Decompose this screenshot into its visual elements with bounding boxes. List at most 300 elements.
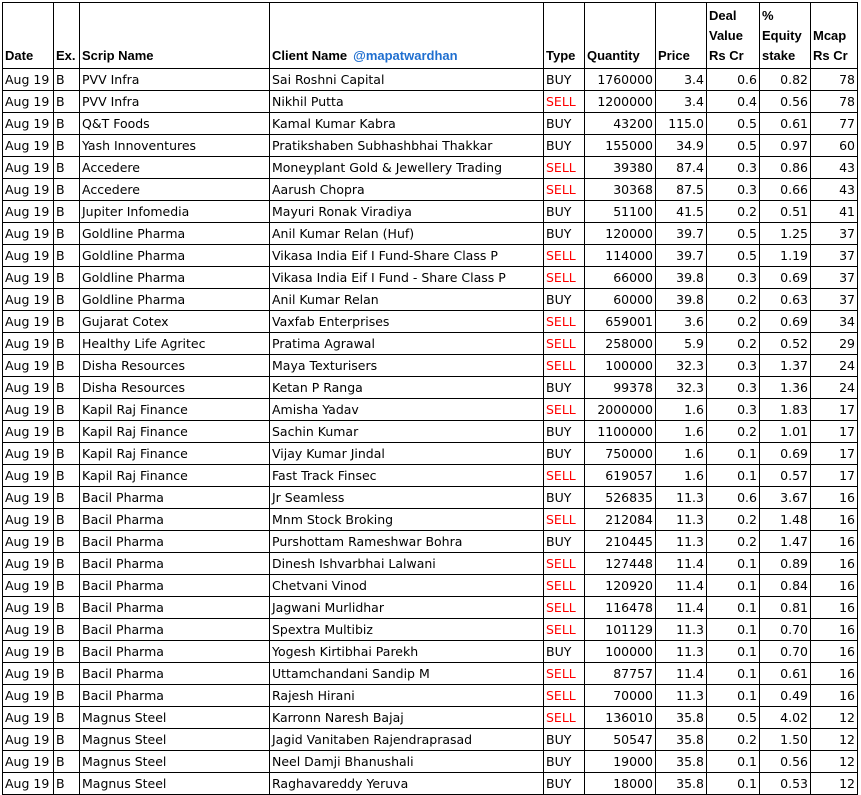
cell-date: Aug 19	[3, 619, 54, 641]
table-row	[3, 311, 858, 333]
cell-mcap: 37	[811, 245, 858, 267]
cell-client-name: Rajesh Hirani	[270, 685, 544, 707]
cell-date: Aug 19	[3, 597, 54, 619]
cell-quantity: 155000	[585, 135, 656, 157]
cell-client-name: Nikhil Putta	[270, 91, 544, 113]
cell-price: 39.7	[656, 245, 707, 267]
cell-exchange: B	[54, 377, 80, 399]
cell-price: 35.8	[656, 773, 707, 795]
cell-client-name: Uttamchandani Sandip M	[270, 663, 544, 685]
cell-quantity: 116478	[585, 597, 656, 619]
header-deal-value: Deal Value Rs Cr	[707, 3, 760, 69]
cell-deal-value: 0.2	[707, 289, 760, 311]
cell-mcap: 16	[811, 597, 858, 619]
cell-price: 35.8	[656, 707, 707, 729]
cell-mcap: 78	[811, 69, 858, 91]
cell-quantity: 212084	[585, 509, 656, 531]
cell-type: BUY	[544, 113, 585, 135]
cell-price: 11.4	[656, 575, 707, 597]
header-row	[3, 3, 858, 69]
cell-quantity: 120000	[585, 223, 656, 245]
cell-equity-stake: 0.69	[760, 311, 811, 333]
bulk-deals-table	[2, 2, 858, 795]
cell-date: Aug 19	[3, 399, 54, 421]
cell-deal-value: 0.5	[707, 223, 760, 245]
table-row	[3, 223, 858, 245]
cell-quantity: 1200000	[585, 91, 656, 113]
cell-mcap: 37	[811, 267, 858, 289]
cell-deal-value: 0.1	[707, 443, 760, 465]
table-row	[3, 509, 858, 531]
table-row	[3, 333, 858, 355]
cell-price: 1.6	[656, 421, 707, 443]
cell-date: Aug 19	[3, 707, 54, 729]
cell-quantity: 750000	[585, 443, 656, 465]
cell-mcap: 41	[811, 201, 858, 223]
cell-type: SELL	[544, 91, 585, 113]
cell-mcap: 16	[811, 685, 858, 707]
cell-quantity: 50547	[585, 729, 656, 751]
cell-deal-value: 0.6	[707, 69, 760, 91]
cell-type: BUY	[544, 641, 585, 663]
cell-exchange: B	[54, 355, 80, 377]
cell-exchange: B	[54, 685, 80, 707]
header-quantity: Quantity	[585, 3, 656, 69]
cell-scrip-name: PVV Infra	[80, 69, 270, 91]
table-row	[3, 91, 858, 113]
table-row	[3, 707, 858, 729]
cell-exchange: B	[54, 729, 80, 751]
cell-scrip-name: Goldline Pharma	[80, 223, 270, 245]
cell-quantity: 100000	[585, 641, 656, 663]
cell-client-name: Amisha Yadav	[270, 399, 544, 421]
cell-quantity: 120920	[585, 575, 656, 597]
cell-exchange: B	[54, 443, 80, 465]
cell-deal-value: 0.4	[707, 91, 760, 113]
cell-client-name: Mayuri Ronak Viradiya	[270, 201, 544, 223]
cell-equity-stake: 0.70	[760, 641, 811, 663]
cell-exchange: B	[54, 333, 80, 355]
cell-type: SELL	[544, 619, 585, 641]
cell-price: 11.4	[656, 663, 707, 685]
cell-date: Aug 19	[3, 157, 54, 179]
cell-client-name: Anil Kumar Relan (Huf)	[270, 223, 544, 245]
cell-client-name: Jagid Vanitaben Rajendraprasad	[270, 729, 544, 751]
cell-client-name: Ketan P Ranga	[270, 377, 544, 399]
cell-type: BUY	[544, 487, 585, 509]
cell-price: 34.9	[656, 135, 707, 157]
cell-date: Aug 19	[3, 751, 54, 773]
cell-price: 39.8	[656, 289, 707, 311]
cell-exchange: B	[54, 575, 80, 597]
table-row	[3, 377, 858, 399]
cell-scrip-name: Bacil Pharma	[80, 575, 270, 597]
cell-quantity: 659001	[585, 311, 656, 333]
table-row	[3, 575, 858, 597]
cell-type: BUY	[544, 377, 585, 399]
cell-equity-stake: 1.25	[760, 223, 811, 245]
cell-equity-stake: 1.01	[760, 421, 811, 443]
table-row	[3, 267, 858, 289]
cell-scrip-name: Bacil Pharma	[80, 509, 270, 531]
cell-price: 3.4	[656, 69, 707, 91]
cell-equity-stake: 1.48	[760, 509, 811, 531]
cell-equity-stake: 0.81	[760, 597, 811, 619]
cell-equity-stake: 0.69	[760, 267, 811, 289]
cell-mcap: 60	[811, 135, 858, 157]
cell-mcap: 29	[811, 333, 858, 355]
cell-date: Aug 19	[3, 421, 54, 443]
table-row	[3, 157, 858, 179]
cell-client-name: Vijay Kumar Jindal	[270, 443, 544, 465]
table-row	[3, 245, 858, 267]
table-row	[3, 531, 858, 553]
cell-client-name: Pratikshaben Subhashbhai Thakkar	[270, 135, 544, 157]
cell-type: SELL	[544, 685, 585, 707]
cell-scrip-name: Goldline Pharma	[80, 267, 270, 289]
header-price: Price	[656, 3, 707, 69]
cell-mcap: 16	[811, 619, 858, 641]
table-row	[3, 399, 858, 421]
cell-deal-value: 0.6	[707, 487, 760, 509]
cell-type: SELL	[544, 311, 585, 333]
cell-quantity: 258000	[585, 333, 656, 355]
cell-exchange: B	[54, 223, 80, 245]
cell-exchange: B	[54, 289, 80, 311]
cell-equity-stake: 0.63	[760, 289, 811, 311]
cell-scrip-name: Kapil Raj Finance	[80, 399, 270, 421]
table-row	[3, 355, 858, 377]
cell-quantity: 619057	[585, 465, 656, 487]
cell-mcap: 16	[811, 641, 858, 663]
cell-exchange: B	[54, 311, 80, 333]
cell-date: Aug 19	[3, 289, 54, 311]
cell-type: BUY	[544, 289, 585, 311]
cell-quantity: 18000	[585, 773, 656, 795]
cell-type: SELL	[544, 267, 585, 289]
cell-scrip-name: Disha Resources	[80, 377, 270, 399]
cell-equity-stake: 1.50	[760, 729, 811, 751]
cell-exchange: B	[54, 179, 80, 201]
cell-date: Aug 19	[3, 179, 54, 201]
cell-client-name: Spextra Multibiz	[270, 619, 544, 641]
cell-date: Aug 19	[3, 575, 54, 597]
cell-date: Aug 19	[3, 773, 54, 795]
table-row	[3, 553, 858, 575]
cell-client-name: Chetvani Vinod	[270, 575, 544, 597]
cell-price: 11.3	[656, 487, 707, 509]
cell-quantity: 101129	[585, 619, 656, 641]
cell-mcap: 43	[811, 157, 858, 179]
cell-scrip-name: Bacil Pharma	[80, 531, 270, 553]
cell-scrip-name: Disha Resources	[80, 355, 270, 377]
cell-quantity: 114000	[585, 245, 656, 267]
cell-quantity: 136010	[585, 707, 656, 729]
cell-deal-value: 0.5	[707, 707, 760, 729]
cell-scrip-name: Bacil Pharma	[80, 663, 270, 685]
cell-deal-value: 0.2	[707, 333, 760, 355]
cell-date: Aug 19	[3, 69, 54, 91]
cell-price: 1.6	[656, 465, 707, 487]
cell-exchange: B	[54, 157, 80, 179]
cell-exchange: B	[54, 69, 80, 91]
cell-price: 11.3	[656, 685, 707, 707]
cell-price: 39.8	[656, 267, 707, 289]
cell-scrip-name: Kapil Raj Finance	[80, 443, 270, 465]
cell-type: SELL	[544, 245, 585, 267]
cell-type: SELL	[544, 509, 585, 531]
cell-quantity: 127448	[585, 553, 656, 575]
cell-deal-value: 0.1	[707, 575, 760, 597]
cell-price: 32.3	[656, 377, 707, 399]
table-row	[3, 443, 858, 465]
cell-price: 41.5	[656, 201, 707, 223]
cell-mcap: 12	[811, 729, 858, 751]
cell-equity-stake: 1.83	[760, 399, 811, 421]
cell-exchange: B	[54, 641, 80, 663]
cell-date: Aug 19	[3, 509, 54, 531]
cell-date: Aug 19	[3, 91, 54, 113]
cell-client-name: Anil Kumar Relan	[270, 289, 544, 311]
cell-exchange: B	[54, 773, 80, 795]
table-row	[3, 751, 858, 773]
table-row	[3, 663, 858, 685]
cell-date: Aug 19	[3, 729, 54, 751]
cell-quantity: 2000000	[585, 399, 656, 421]
deal-rows	[3, 69, 858, 795]
cell-exchange: B	[54, 245, 80, 267]
cell-equity-stake: 0.89	[760, 553, 811, 575]
cell-quantity: 70000	[585, 685, 656, 707]
cell-equity-stake: 0.69	[760, 443, 811, 465]
cell-type: BUY	[544, 751, 585, 773]
cell-client-name: Jagwani Murlidhar	[270, 597, 544, 619]
cell-quantity: 210445	[585, 531, 656, 553]
cell-date: Aug 19	[3, 135, 54, 157]
cell-quantity: 100000	[585, 355, 656, 377]
cell-price: 11.3	[656, 531, 707, 553]
cell-exchange: B	[54, 135, 80, 157]
cell-client-name: Karronn Naresh Bajaj	[270, 707, 544, 729]
cell-deal-value: 0.1	[707, 619, 760, 641]
cell-type: BUY	[544, 421, 585, 443]
header-scrip-name: Scrip Name	[80, 3, 270, 69]
cell-date: Aug 19	[3, 311, 54, 333]
cell-client-name: Neel Damji Bhanushali	[270, 751, 544, 773]
cell-deal-value: 0.3	[707, 355, 760, 377]
cell-mcap: 77	[811, 113, 858, 135]
cell-exchange: B	[54, 707, 80, 729]
cell-client-name: Aarush Chopra	[270, 179, 544, 201]
cell-date: Aug 19	[3, 641, 54, 663]
cell-price: 115.0	[656, 113, 707, 135]
cell-deal-value: 0.1	[707, 663, 760, 685]
cell-price: 35.8	[656, 751, 707, 773]
cell-scrip-name: Goldline Pharma	[80, 245, 270, 267]
cell-equity-stake: 4.02	[760, 707, 811, 729]
cell-equity-stake: 0.57	[760, 465, 811, 487]
cell-mcap: 24	[811, 377, 858, 399]
cell-type: SELL	[544, 157, 585, 179]
cell-deal-value: 0.1	[707, 553, 760, 575]
cell-mcap: 16	[811, 487, 858, 509]
cell-price: 11.4	[656, 597, 707, 619]
cell-type: BUY	[544, 135, 585, 157]
cell-deal-value: 0.1	[707, 465, 760, 487]
cell-mcap: 17	[811, 421, 858, 443]
cell-client-name: Moneyplant Gold & Jewellery Trading	[270, 157, 544, 179]
cell-deal-value: 0.3	[707, 267, 760, 289]
cell-deal-value: 0.1	[707, 751, 760, 773]
cell-date: Aug 19	[3, 685, 54, 707]
header-equity-stake: % Equity stake	[760, 3, 811, 69]
cell-exchange: B	[54, 531, 80, 553]
cell-price: 3.6	[656, 311, 707, 333]
cell-scrip-name: Jupiter Infomedia	[80, 201, 270, 223]
table-row	[3, 135, 858, 157]
cell-type: SELL	[544, 597, 585, 619]
cell-scrip-name: Goldline Pharma	[80, 289, 270, 311]
cell-type: BUY	[544, 443, 585, 465]
cell-mcap: 17	[811, 465, 858, 487]
cell-client-name: Sachin Kumar	[270, 421, 544, 443]
cell-type: SELL	[544, 707, 585, 729]
table-row	[3, 487, 858, 509]
cell-quantity: 99378	[585, 377, 656, 399]
cell-type: SELL	[544, 465, 585, 487]
cell-deal-value: 0.1	[707, 773, 760, 795]
cell-exchange: B	[54, 751, 80, 773]
cell-exchange: B	[54, 91, 80, 113]
cell-deal-value: 0.3	[707, 377, 760, 399]
cell-scrip-name: Bacil Pharma	[80, 487, 270, 509]
cell-scrip-name: Q&T Foods	[80, 113, 270, 135]
table-row	[3, 685, 858, 707]
cell-scrip-name: Healthy Life Agritec	[80, 333, 270, 355]
cell-mcap: 43	[811, 179, 858, 201]
cell-type: SELL	[544, 333, 585, 355]
header-mcap: Mcap Rs Cr	[811, 3, 858, 69]
header-type: Type	[544, 3, 585, 69]
cell-exchange: B	[54, 201, 80, 223]
cell-date: Aug 19	[3, 267, 54, 289]
table-row	[3, 597, 858, 619]
table-row	[3, 69, 858, 91]
cell-equity-stake: 3.67	[760, 487, 811, 509]
cell-equity-stake: 0.61	[760, 663, 811, 685]
cell-quantity: 66000	[585, 267, 656, 289]
cell-deal-value: 0.1	[707, 641, 760, 663]
cell-equity-stake: 0.56	[760, 751, 811, 773]
cell-type: BUY	[544, 729, 585, 751]
cell-client-name: Dinesh Ishvarbhai Lalwani	[270, 553, 544, 575]
cell-exchange: B	[54, 619, 80, 641]
cell-mcap: 16	[811, 575, 858, 597]
cell-mcap: 17	[811, 443, 858, 465]
cell-price: 87.4	[656, 157, 707, 179]
cell-mcap: 24	[811, 355, 858, 377]
cell-type: SELL	[544, 355, 585, 377]
cell-price: 3.4	[656, 91, 707, 113]
cell-deal-value: 0.2	[707, 531, 760, 553]
cell-deal-value: 0.5	[707, 245, 760, 267]
cell-scrip-name: Bacil Pharma	[80, 685, 270, 707]
cell-mcap: 78	[811, 91, 858, 113]
cell-type: BUY	[544, 773, 585, 795]
cell-equity-stake: 1.37	[760, 355, 811, 377]
cell-deal-value: 0.5	[707, 135, 760, 157]
cell-exchange: B	[54, 663, 80, 685]
cell-scrip-name: Bacil Pharma	[80, 619, 270, 641]
cell-equity-stake: 1.19	[760, 245, 811, 267]
cell-equity-stake: 0.56	[760, 91, 811, 113]
table-row	[3, 201, 858, 223]
cell-quantity: 43200	[585, 113, 656, 135]
cell-exchange: B	[54, 465, 80, 487]
cell-client-name: Yogesh Kirtibhai Parekh	[270, 641, 544, 663]
cell-client-name: Vikasa India Eif I Fund-Share Class P	[270, 245, 544, 267]
table-row	[3, 729, 858, 751]
cell-mcap: 12	[811, 751, 858, 773]
cell-equity-stake: 0.51	[760, 201, 811, 223]
cell-quantity: 39380	[585, 157, 656, 179]
cell-price: 11.3	[656, 619, 707, 641]
cell-exchange: B	[54, 553, 80, 575]
cell-exchange: B	[54, 597, 80, 619]
cell-equity-stake: 0.66	[760, 179, 811, 201]
cell-client-name: Raghavareddy Yeruva	[270, 773, 544, 795]
cell-scrip-name: Bacil Pharma	[80, 641, 270, 663]
cell-deal-value: 0.2	[707, 201, 760, 223]
cell-scrip-name: Bacil Pharma	[80, 597, 270, 619]
cell-mcap: 16	[811, 509, 858, 531]
cell-equity-stake: 0.86	[760, 157, 811, 179]
cell-price: 5.9	[656, 333, 707, 355]
cell-equity-stake: 1.47	[760, 531, 811, 553]
cell-deal-value: 0.5	[707, 113, 760, 135]
cell-equity-stake: 0.70	[760, 619, 811, 641]
cell-date: Aug 19	[3, 663, 54, 685]
cell-equity-stake: 0.97	[760, 135, 811, 157]
table-row	[3, 773, 858, 795]
cell-mcap: 16	[811, 663, 858, 685]
cell-date: Aug 19	[3, 443, 54, 465]
cell-scrip-name: Magnus Steel	[80, 707, 270, 729]
cell-deal-value: 0.2	[707, 729, 760, 751]
cell-scrip-name: Bacil Pharma	[80, 553, 270, 575]
cell-type: SELL	[544, 399, 585, 421]
cell-date: Aug 19	[3, 245, 54, 267]
cell-type: SELL	[544, 179, 585, 201]
cell-exchange: B	[54, 421, 80, 443]
cell-deal-value: 0.3	[707, 179, 760, 201]
cell-mcap: 16	[811, 531, 858, 553]
cell-client-name: Purshottam Rameshwar Bohra	[270, 531, 544, 553]
cell-quantity: 60000	[585, 289, 656, 311]
cell-client-name: Fast Track Finsec	[270, 465, 544, 487]
table-row	[3, 619, 858, 641]
cell-equity-stake: 0.82	[760, 69, 811, 91]
cell-equity-stake: 0.61	[760, 113, 811, 135]
cell-price: 32.3	[656, 355, 707, 377]
cell-quantity: 51100	[585, 201, 656, 223]
cell-client-name: Sai Roshni Capital	[270, 69, 544, 91]
cell-mcap: 12	[811, 773, 858, 795]
header-client-name: Client Name @mapatwardhan	[270, 3, 544, 69]
table-row	[3, 179, 858, 201]
cell-deal-value: 0.1	[707, 597, 760, 619]
table-row	[3, 641, 858, 663]
